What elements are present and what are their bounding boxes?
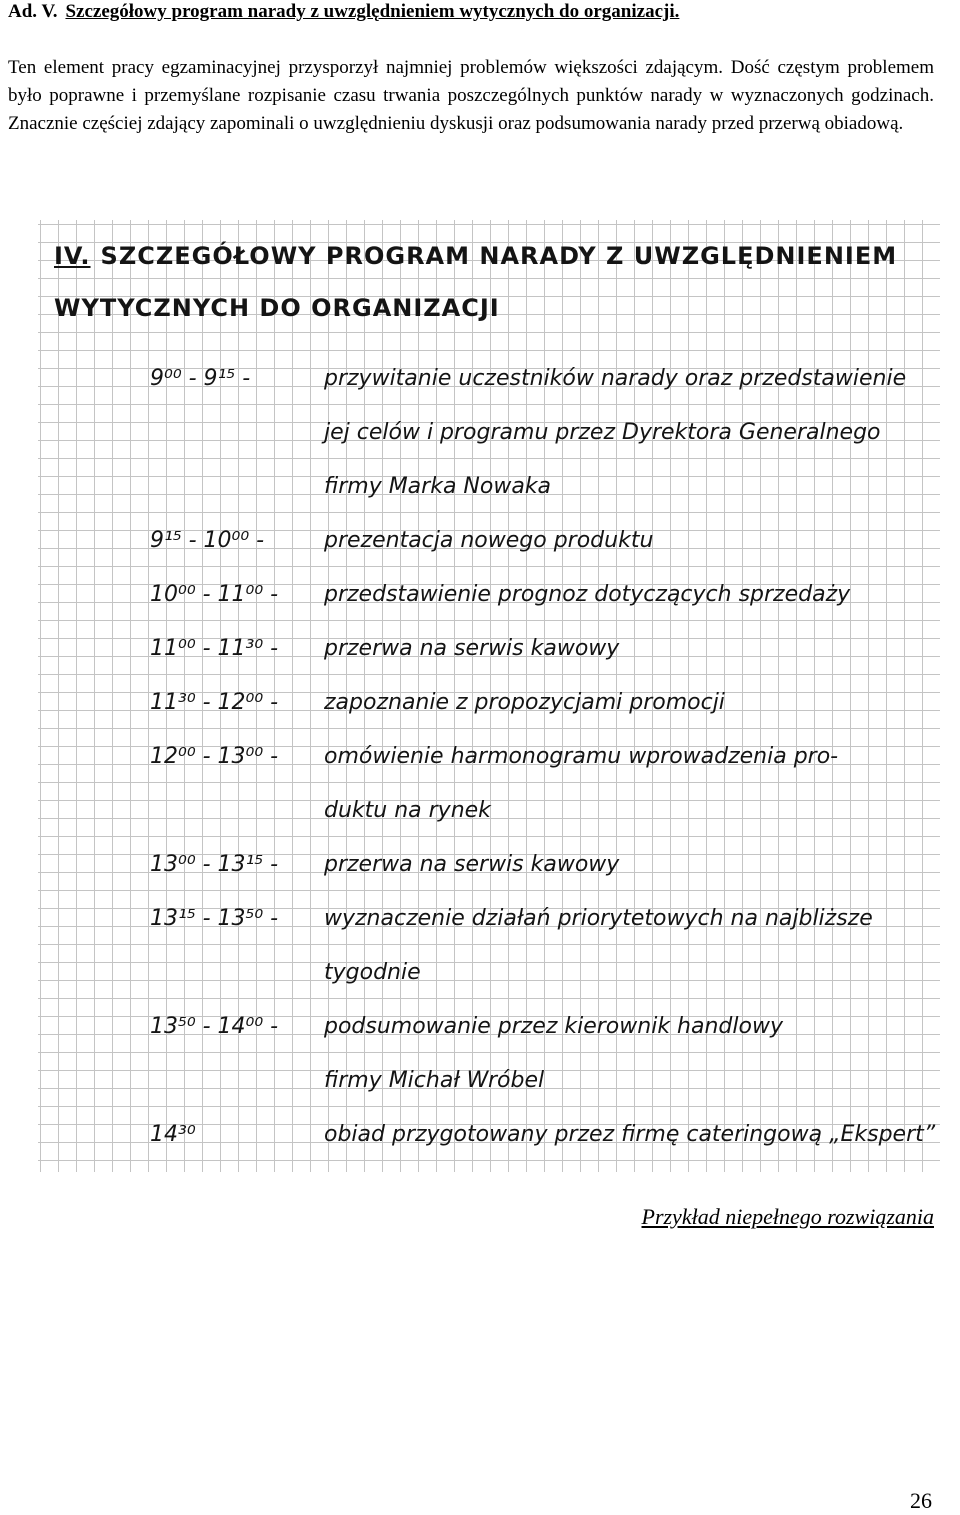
figure-caption: Przykład niepełnego rozwiązania — [641, 1204, 934, 1229]
handwritten-title-text-1: SZCZEGÓŁOWY PROGRAM NARADY Z UWZGLĘDNIENIEM — [100, 242, 898, 270]
schedule-description: podsumowanie przez kierownik handlowy — [324, 1014, 783, 1039]
schedule-description: przedstawienie prognoz dotyczących sprzedaży — [324, 582, 851, 607]
intro-sentence-1: Ten element pracy egzaminacyjnej przysporzył najmniej problemów większości zdającym. — [8, 57, 724, 78]
handwritten-title-line-2: WYTYCZNYCH DO ORGANIZACJI — [54, 294, 500, 322]
handwritten-title-number: IV. — [54, 242, 91, 270]
schedule-description: zapoznanie z propozycjami promocji — [324, 690, 725, 715]
schedule-time: 9¹⁵ - 10⁰⁰ - — [150, 528, 265, 553]
schedule-description: duktu na rynek — [324, 798, 491, 823]
schedule-time: 13⁵⁰ - 14⁰⁰ - — [150, 1014, 279, 1039]
schedule-description: obiad przygotowany przez firmę cateringową „Ekspert” — [324, 1122, 936, 1147]
section-label: Ad. V. — [8, 1, 58, 22]
page-number: 26 — [910, 1488, 932, 1513]
schedule-description: omówienie harmonogramu wprowadzenia pro- — [324, 744, 839, 769]
schedule-time: 10⁰⁰ - 11⁰⁰ - — [150, 582, 279, 607]
schedule-time: 14³⁰ — [150, 1122, 196, 1147]
schedule-description: przerwa na serwis kawowy — [324, 852, 620, 877]
schedule-time: 13⁰⁰ - 13¹⁵ - — [150, 852, 279, 877]
schedule-time: 11⁰⁰ - 11³⁰ - — [150, 636, 279, 661]
schedule-description: firmy Michał Wróbel — [324, 1068, 545, 1093]
schedule-time: 12⁰⁰ - 13⁰⁰ - — [150, 744, 279, 769]
section-title: Szczegółowy program narady z uwzględnieniem wytycznych do organizacji. — [65, 1, 680, 22]
schedule-time: 13¹⁵ - 13⁵⁰ - — [150, 906, 279, 931]
intro-sentence-2: Dość częstym problemem było poprawne i przemyślane rozpisanie czasu trwania poszczególnych punktów narady w wyznaczonych godzinach. — [8, 57, 934, 106]
schedule-description: firmy Marka Nowaka — [324, 474, 552, 499]
schedule-time: 11³⁰ - 12⁰⁰ - — [150, 690, 279, 715]
handwritten-grid-sheet — [38, 220, 940, 1172]
schedule-description: wyznaczenie działań priorytetowych na najbliższe — [324, 906, 873, 931]
schedule-description: przywitanie uczestników narady oraz przedstawienie — [324, 366, 907, 391]
intro-sentence-3: Znacznie częściej zdający zapominali o uwzględnieniu dyskusji oraz podsumowania narady przed przerwą obiadową. — [8, 113, 904, 134]
schedule-description: jej celów i programu przez Dyrektora Generalnego — [324, 420, 881, 445]
schedule-description: przerwa na serwis kawowy — [324, 636, 620, 661]
schedule-time: 9⁰⁰ - 9¹⁵ - — [150, 366, 251, 391]
handwritten-title-line-1 — [54, 242, 897, 270]
schedule-description: prezentacja nowego produktu — [324, 528, 654, 553]
section-heading — [8, 0, 948, 24]
intro-paragraph — [8, 54, 934, 138]
schedule-description: tygodnie — [324, 960, 421, 985]
